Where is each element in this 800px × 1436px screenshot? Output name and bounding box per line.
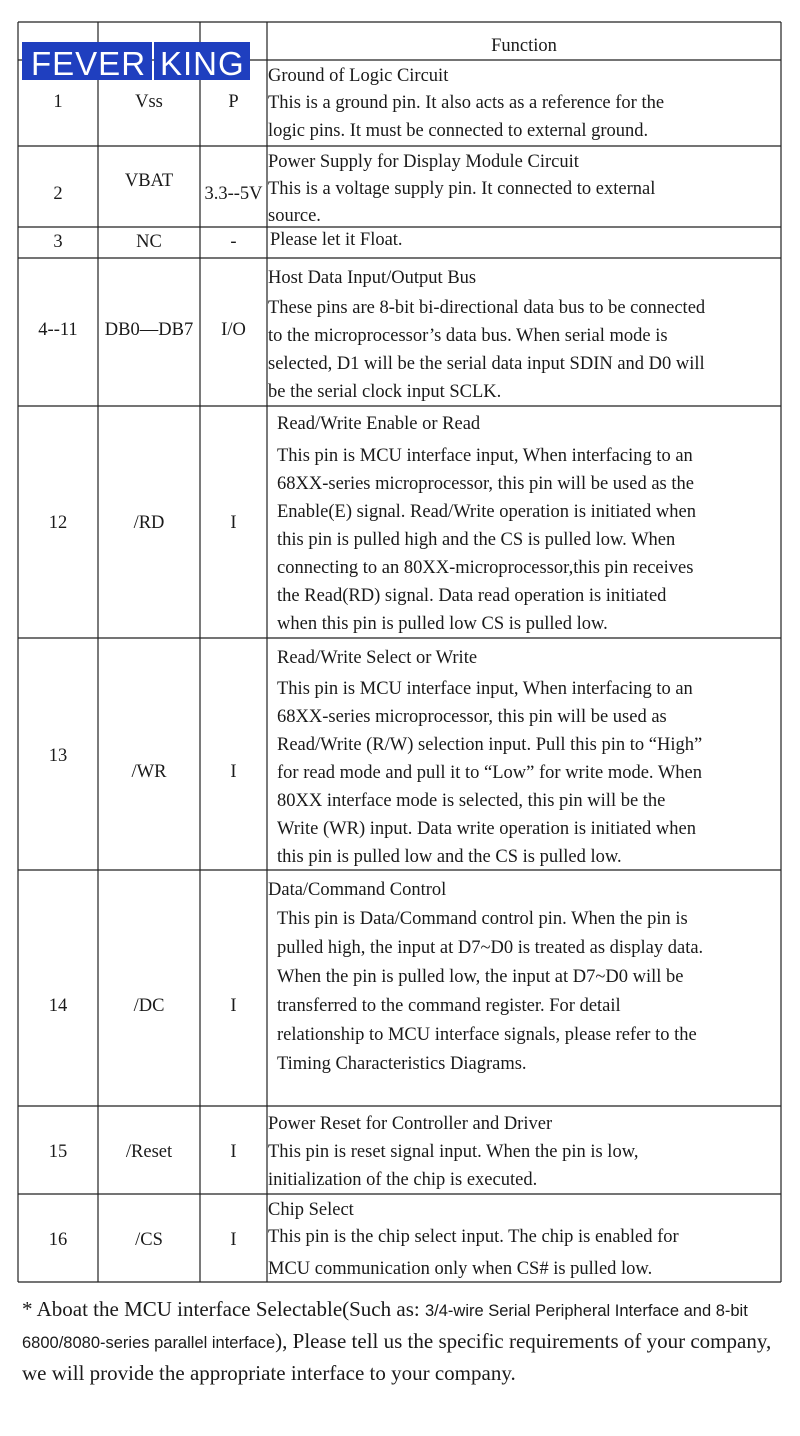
- function-description-line: relationship to MCU interface signals, please refer to the: [277, 1025, 697, 1045]
- pin-number: 13: [48, 746, 68, 766]
- function-description-line: Write (WR) input. Data write operation is initiated when: [277, 819, 696, 839]
- function-description-line: These pins are 8-bit bi-directional data bus to be connected: [268, 298, 706, 318]
- function-title: Host Data Input/Output Bus: [268, 268, 477, 288]
- function-column-header: Function: [491, 36, 557, 56]
- pin-number: 15: [48, 1142, 68, 1162]
- pin-number: 1: [53, 92, 63, 112]
- pin-type: I/O: [221, 320, 246, 340]
- function-description-line: This pin is reset signal input. When the pin is low,: [268, 1142, 639, 1162]
- function-description-line: This pin is Data/Command control pin. When the pin is: [277, 909, 688, 929]
- pin-symbol: Vss: [135, 92, 163, 112]
- function-description-line: logic pins. It must be connected to external ground.: [268, 121, 649, 141]
- function-description-line: Enable(E) signal. Read/Write operation is initiated when: [277, 502, 696, 522]
- function-description-line: This is a voltage supply pin. It connected to external: [268, 179, 656, 199]
- function-description-line: for read mode and pull it to “Low” for write mode. When: [277, 763, 703, 783]
- pin-number: 4--11: [38, 320, 78, 340]
- function-title: Data/Command Control: [268, 880, 447, 900]
- footnote-text-a: * Aboat the MCU interface Selectable(Such as:: [22, 1297, 425, 1321]
- function-description-line: This pin is the chip select input. The chip is enabled for: [268, 1227, 679, 1247]
- function-description-line: when this pin is pulled low CS is pulled low.: [277, 614, 608, 634]
- pin-type: I: [230, 762, 237, 782]
- brand-logo-fever: FEVER: [22, 42, 152, 80]
- footnote-interface-list: 3/4-wire Serial Peripheral Interface and 8-bit 6800/8080-series parallel interface: [22, 1302, 748, 1352]
- pin-symbol: DB0—DB7: [104, 320, 194, 340]
- function-description-line: the Read(RD) signal. Data read operation is initiated: [277, 586, 667, 606]
- function-description-line: This is a ground pin. It also acts as a reference for the: [268, 93, 665, 113]
- function-description-line: 68XX-series microprocessor, this pin will be used as: [277, 707, 667, 727]
- function-description-line: this pin is pulled low and the CS is pulled low.: [277, 847, 622, 867]
- function-description-line: 80XX interface mode is selected, this pin will be the: [277, 791, 666, 811]
- function-description-line: 68XX-series microprocessor, this pin will be used as the: [277, 474, 694, 494]
- function-description-line: selected, D1 will be the serial data input SDIN and D0 will: [268, 354, 705, 374]
- function-description-line: source.: [268, 206, 321, 226]
- interface-footnote: [22, 1294, 782, 1388]
- function-description-line: When the pin is pulled low, the input at D7~D0 will be: [277, 967, 684, 987]
- pin-symbol: /WR: [131, 762, 167, 782]
- function-title: Please let it Float.: [270, 230, 403, 250]
- function-title: Chip Select: [268, 1200, 354, 1220]
- brand-logo: [22, 42, 250, 80]
- pin-symbol: /Reset: [125, 1142, 173, 1162]
- function-description-line: transferred to the command register. For detail: [277, 996, 621, 1016]
- pin-type: 3.3--5V: [204, 184, 263, 204]
- function-title: Power Reset for Controller and Driver: [268, 1114, 553, 1134]
- function-description-line: connecting to an 80XX-microprocessor,this pin receives: [277, 558, 694, 578]
- pin-type: I: [230, 513, 237, 533]
- pin-symbol: /CS: [135, 1230, 163, 1250]
- pin-number: 14: [48, 996, 68, 1016]
- function-description-line: Timing Characteristics Diagrams.: [277, 1054, 527, 1074]
- pin-symbol: NC: [136, 232, 162, 252]
- pin-type: P: [228, 92, 239, 112]
- pin-type: I: [230, 1230, 237, 1250]
- pin-number: 2: [53, 184, 63, 204]
- footnote-text-b: ), Please tell us the specific requirements of your company, we will provide the appropriate interface to your company.: [22, 1329, 772, 1385]
- function-title: Read/Write Select or Write: [277, 648, 478, 668]
- function-title: Read/Write Enable or Read: [277, 414, 481, 434]
- function-description-line: pulled high, the input at D7~D0 is treated as display data.: [277, 938, 704, 958]
- function-description-line: Read/Write (R/W) selection input. Pull this pin to “High”: [277, 735, 703, 755]
- pin-type: I: [230, 1142, 237, 1162]
- pin-number: 12: [48, 513, 68, 533]
- pin-type: -: [230, 232, 237, 252]
- function-title: Power Supply for Display Module Circuit: [268, 152, 579, 172]
- pin-symbol: VBAT: [124, 171, 174, 191]
- function-description-line: This pin is MCU interface input, When interfacing to an: [277, 679, 693, 699]
- brand-logo-king: KING: [154, 42, 250, 80]
- pin-symbol: /DC: [133, 996, 165, 1016]
- function-description-line: initialization of the chip is executed.: [268, 1170, 538, 1190]
- pin-type: I: [230, 996, 237, 1016]
- function-title: Ground of Logic Circuit: [268, 66, 449, 86]
- pin-number: 16: [48, 1230, 68, 1250]
- function-description-line: MCU communication only when CS# is pulled low.: [268, 1259, 653, 1279]
- function-description-line: to the microprocessor’s data bus. When serial mode is: [268, 326, 668, 346]
- function-description-line: This pin is MCU interface input, When interfacing to an: [277, 446, 693, 466]
- function-description-line: be the serial clock input SCLK.: [268, 382, 502, 402]
- function-description-line: this pin is pulled high and the CS is pulled low. When: [277, 530, 676, 550]
- pin-symbol: /RD: [133, 513, 165, 533]
- pin-number: 3: [53, 232, 63, 252]
